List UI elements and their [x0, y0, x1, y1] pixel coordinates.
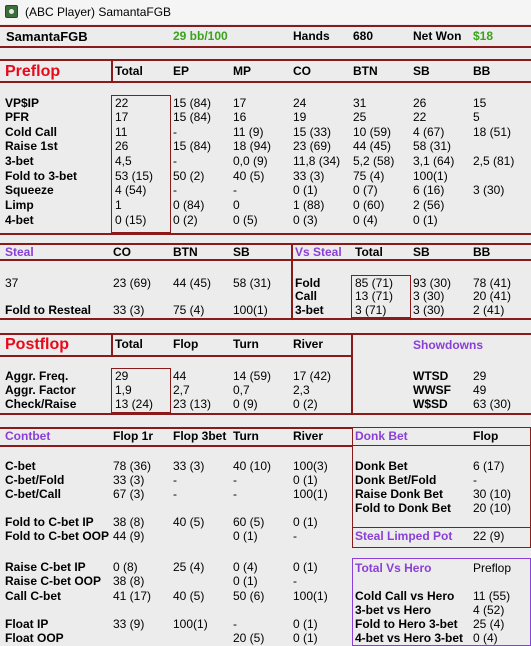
postflop-title: Postflop [5, 336, 69, 353]
vssteal-cell: 93 (30) [413, 276, 452, 290]
contbet-cell: 0 (1) [293, 617, 318, 631]
contbet-cell: 33 (9) [113, 617, 145, 631]
contbet-cell: 25 (4) [173, 560, 205, 574]
postflop-cell: 0,7 [233, 383, 250, 397]
contbet-row-label: C-bet/Fold [5, 473, 65, 487]
window-titlebar[interactable] [0, 0, 531, 24]
contbet-cell: 44 (9) [113, 529, 145, 543]
donk-col: Flop [473, 429, 499, 443]
contbet-row-label: Raise C-bet OOP [5, 574, 102, 588]
window-title: (ABC Player) SamantaFGB [25, 5, 172, 19]
vssteal-col-total: Total [355, 245, 383, 259]
preflop-title: Preflop [5, 63, 61, 80]
preflop-col-mp: MP [233, 64, 251, 78]
preflop-cell: 15 (33) [293, 125, 332, 139]
contbet-cell: 0 (1) [293, 473, 318, 487]
postflop-cell: 2,3 [293, 383, 310, 397]
postflop-col-turn: Turn [233, 337, 259, 351]
preflop-cell: 0 (5) [233, 213, 258, 227]
steal-limped-label: Steal Limped Pot [355, 529, 453, 543]
preflop-cell: 53 (15) [115, 169, 154, 183]
contbet-cell: - [173, 473, 177, 487]
preflop-cell: 58 (31) [413, 139, 452, 153]
steal-col-sb: SB [233, 245, 250, 259]
contbet-cell: 40 (5) [173, 589, 205, 603]
netwon-value: $18 [473, 29, 494, 43]
contbet-row-label: Fold to C-bet OOP [5, 529, 109, 543]
contbet-cell: - [233, 487, 237, 501]
vshero-row-label: Fold to Hero 3-bet [355, 617, 458, 631]
showdown-value: 63 (30) [473, 397, 512, 411]
showdown-label: W$SD [413, 397, 448, 411]
contbet-cell: 33 (3) [173, 459, 205, 473]
contbet-cell: 0 (1) [293, 515, 318, 529]
showdown-value: 49 [473, 383, 487, 397]
steal-total: 37 [5, 276, 19, 290]
contbet-cell: - [233, 473, 237, 487]
fold-resteal-btn: 75 (4) [173, 303, 205, 317]
contbet-row-label: Fold to C-bet IP [5, 515, 94, 529]
contbet-cell: 0 (1) [293, 631, 318, 645]
player-name: SamantaFGB [6, 29, 88, 44]
contbet-cell: 50 (6) [233, 589, 265, 603]
postflop-cell: 0 (9) [233, 397, 258, 411]
app-icon [5, 5, 18, 18]
showdown-label: WWSF [413, 383, 451, 397]
fold-resteal-co: 33 (3) [113, 303, 145, 317]
preflop-cell: 16 [233, 110, 247, 124]
vshero-row-label: 3-bet vs Hero [355, 603, 432, 617]
postflop-cell: 44 [173, 369, 187, 383]
donk-cell: 20 (10) [473, 501, 512, 515]
postflop-cell: 17 (42) [293, 369, 332, 383]
donk-cell: - [473, 473, 477, 487]
preflop-cell: 4 (67) [413, 125, 445, 139]
contbet-cell: - [293, 529, 297, 543]
fold-resteal-label: Fold to Resteal [5, 303, 92, 317]
donk-title: Donk Bet [355, 429, 408, 443]
contbet-row-label: Raise C-bet IP [5, 560, 86, 574]
vssteal-cell: 3 (30) [413, 303, 445, 317]
donk-row-label: Donk Bet/Fold [355, 473, 437, 487]
vshero-cell: 25 (4) [473, 617, 505, 631]
contbet-row-label: C-bet [5, 459, 36, 473]
preflop-cell: 15 (84) [173, 110, 212, 124]
contbet-cell: 0 (1) [233, 529, 258, 543]
preflop-row-label: Cold Call [5, 125, 58, 139]
preflop-cell: 5,2 (58) [353, 154, 395, 168]
preflop-cell: 10 (59) [353, 125, 392, 139]
hands-label: Hands [293, 29, 330, 43]
preflop-col-co: CO [293, 64, 311, 78]
preflop-cell: 18 (94) [233, 139, 272, 153]
contbet-col: Flop 3bet [173, 429, 227, 443]
preflop-cell: 1 [115, 198, 122, 212]
preflop-col-total: Total [115, 64, 143, 78]
preflop-cell: - [173, 183, 177, 197]
vssteal-cell: 3 (30) [413, 289, 445, 303]
postflop-cell: 2,7 [173, 383, 190, 397]
postflop-col-total: Total [115, 337, 143, 351]
donk-cell: 30 (10) [473, 487, 512, 501]
preflop-cell: 2,5 (81) [473, 154, 515, 168]
preflop-cell: 0 (84) [173, 198, 205, 212]
steal-limped-value: 22 (9) [473, 529, 505, 543]
preflop-cell: 19 [293, 110, 307, 124]
vssteal-col-bb: BB [473, 245, 491, 259]
preflop-cell: 0 [233, 198, 240, 212]
vshero-col: Preflop [473, 561, 512, 575]
donk-row-label: Raise Donk Bet [355, 487, 444, 501]
preflop-cell: 0 (1) [293, 183, 318, 197]
steal-sb: 58 (31) [233, 276, 272, 290]
preflop-row-label: Squeeze [5, 183, 54, 197]
preflop-cell: 11 [115, 125, 128, 139]
preflop-cell: - [233, 183, 237, 197]
preflop-cell: 4,5 [115, 154, 132, 168]
vssteal-col-sb: SB [413, 245, 430, 259]
postflop-row-label: Check/Raise [5, 397, 77, 411]
preflop-cell: 6 (16) [413, 183, 445, 197]
preflop-cell: 15 (84) [173, 96, 212, 110]
contbet-cell: 38 (8) [113, 574, 145, 588]
postflop-col-flop: Flop [173, 337, 199, 351]
contbet-cell: 100(1) [293, 589, 328, 603]
steal-col-co: CO [113, 245, 131, 259]
contbet-cell: 41 (17) [113, 589, 152, 603]
preflop-cell: 31 [353, 96, 367, 110]
vshero-row-label: Cold Call vs Hero [355, 589, 455, 603]
preflop-cell: 24 [293, 96, 307, 110]
contbet-cell: 67 (3) [113, 487, 145, 501]
preflop-cell: 0 (1) [413, 213, 438, 227]
contbet-cell: 60 (5) [233, 515, 265, 529]
contbet-cell: 0 (4) [233, 560, 258, 574]
fold-resteal-sb: 100(1) [233, 303, 268, 317]
preflop-row-label: PFR [5, 110, 29, 124]
contbet-cell: 0 (1) [233, 574, 258, 588]
vssteal-cell: 2 (41) [473, 303, 505, 317]
vshero-cell: 4 (52) [473, 603, 505, 617]
contbet-col: River [293, 429, 324, 443]
contbet-title: Contbet [5, 429, 51, 443]
contbet-cell: 40 (5) [173, 515, 205, 529]
preflop-cell: 0,0 (9) [233, 154, 268, 168]
contbet-row-label: C-bet/Call [5, 487, 62, 501]
preflop-row-label: Raise 1st [5, 139, 58, 153]
contbet-row-label: Float OOP [5, 631, 64, 645]
showdown-label: WTSD [413, 369, 449, 383]
vshero-cell: 11 (55) [473, 589, 511, 603]
contbet-cell: - [293, 574, 297, 588]
preflop-col-ep: EP [173, 64, 190, 78]
vssteal-row-label: Fold [295, 276, 321, 290]
preflop-cell: 18 (51) [473, 125, 512, 139]
preflop-row-label: Limp [5, 198, 34, 212]
preflop-cell: 50 (2) [173, 169, 205, 183]
hands-value: 680 [353, 29, 374, 43]
preflop-cell: 11 (9) [233, 125, 264, 139]
preflop-cell: 15 (84) [173, 139, 212, 153]
contbet-cell: 100(1) [293, 487, 328, 501]
preflop-row-label: 3-bet [5, 154, 34, 168]
contbet-cell: 38 (8) [113, 515, 145, 529]
contbet-col: Flop 1r [113, 429, 154, 443]
preflop-col-btn: BTN [353, 64, 378, 78]
vssteal-cell: 3 (71) [355, 303, 387, 317]
preflop-cell: 15 [473, 96, 487, 110]
preflop-cell: 75 (4) [353, 169, 385, 183]
contbet-cell: 33 (3) [113, 473, 145, 487]
preflop-cell: 3,1 (64) [413, 154, 455, 168]
vshero-title: Total Vs Hero [355, 561, 432, 575]
contbet-cell: - [233, 617, 237, 631]
steal-co: 23 (69) [113, 276, 152, 290]
preflop-cell: 4 (54) [115, 183, 147, 197]
netwon-label: Net Won [413, 29, 462, 43]
postflop-cell: 23 (13) [173, 397, 212, 411]
preflop-cell: 5 [473, 110, 480, 124]
contbet-col: Turn [233, 429, 259, 443]
preflop-cell: 0 (4) [353, 213, 378, 227]
postflop-row-label: Aggr. Factor [5, 383, 76, 397]
contbet-cell: 40 (10) [233, 459, 272, 473]
preflop-col-sb: SB [413, 64, 430, 78]
preflop-cell: 0 (2) [173, 213, 198, 227]
contbet-cell: 78 (36) [113, 459, 152, 473]
preflop-cell: 0 (3) [293, 213, 318, 227]
steal-btn: 44 (45) [173, 276, 212, 290]
vshero-cell: 0 (4) [473, 631, 498, 645]
donk-cell: 6 (17) [473, 459, 505, 473]
postflop-cell: 0 (2) [293, 397, 318, 411]
contbet-row-label: Call C-bet [5, 589, 62, 603]
preflop-cell: 100(1) [413, 169, 448, 183]
preflop-row-label: Fold to 3-bet [5, 169, 77, 183]
vssteal-row-label: 3-bet [295, 303, 324, 317]
preflop-row-label: 4-bet [5, 213, 34, 227]
contbet-cell: 0 (1) [293, 560, 318, 574]
vssteal-title: Vs Steal [295, 245, 342, 259]
donk-row-label: Donk Bet [355, 459, 408, 473]
preflop-cell: 26 [413, 96, 427, 110]
steal-col-btn: BTN [173, 245, 198, 259]
preflop-cell: 0 (15) [115, 213, 147, 227]
showdown-value: 29 [473, 369, 487, 383]
steal-title: Steal [5, 245, 34, 259]
vssteal-cell: 13 (71) [355, 289, 394, 303]
preflop-cell: 11,8 (34) [293, 154, 341, 168]
preflop-cell: 25 [353, 110, 367, 124]
postflop-col-river: River [293, 337, 324, 351]
preflop-cell: 44 (45) [353, 139, 392, 153]
postflop-cell: 13 (24) [115, 397, 154, 411]
postflop-cell: 14 (59) [233, 369, 272, 383]
preflop-cell: 0 (60) [353, 198, 385, 212]
preflop-cell: 40 (5) [233, 169, 265, 183]
preflop-cell: 26 [115, 139, 129, 153]
contbet-row-label: Float IP [5, 617, 49, 631]
vssteal-cell: 20 (41) [473, 289, 512, 303]
contbet-cell: - [173, 487, 177, 501]
preflop-cell: 22 [413, 110, 427, 124]
postflop-cell: 29 [115, 369, 129, 383]
winrate-value: 29 bb/100 [173, 29, 228, 43]
preflop-cell: 33 (3) [293, 169, 325, 183]
preflop-cell: 17 [115, 110, 129, 124]
preflop-cell: 22 [115, 96, 129, 110]
preflop-cell: 23 (69) [293, 139, 332, 153]
vssteal-row-label: Call [295, 289, 318, 303]
postflop-cell: 1,9 [115, 383, 132, 397]
contbet-cell: 100(1) [173, 617, 208, 631]
vssteal-cell: 78 (41) [473, 276, 512, 290]
contbet-cell: 100(3) [293, 459, 328, 473]
postflop-row-label: Aggr. Freq. [5, 369, 69, 383]
donk-row-label: Fold to Donk Bet [355, 501, 451, 515]
preflop-cell: 1 (88) [293, 198, 325, 212]
preflop-col-bb: BB [473, 64, 491, 78]
preflop-row-label: VP$IP [5, 96, 40, 110]
preflop-cell: - [173, 125, 177, 139]
preflop-cell: - [173, 154, 177, 168]
contbet-cell: 0 (8) [113, 560, 138, 574]
preflop-cell: 17 [233, 96, 247, 110]
preflop-cell: 0 (7) [353, 183, 378, 197]
contbet-cell: 20 (5) [233, 631, 265, 645]
vshero-row-label: 4-bet vs Hero 3-bet [355, 631, 464, 645]
preflop-cell: 2 (56) [413, 198, 445, 212]
vssteal-cell: 85 (71) [355, 276, 394, 290]
preflop-cell: 3 (30) [473, 183, 505, 197]
showdowns-title: Showdowns [413, 338, 483, 352]
